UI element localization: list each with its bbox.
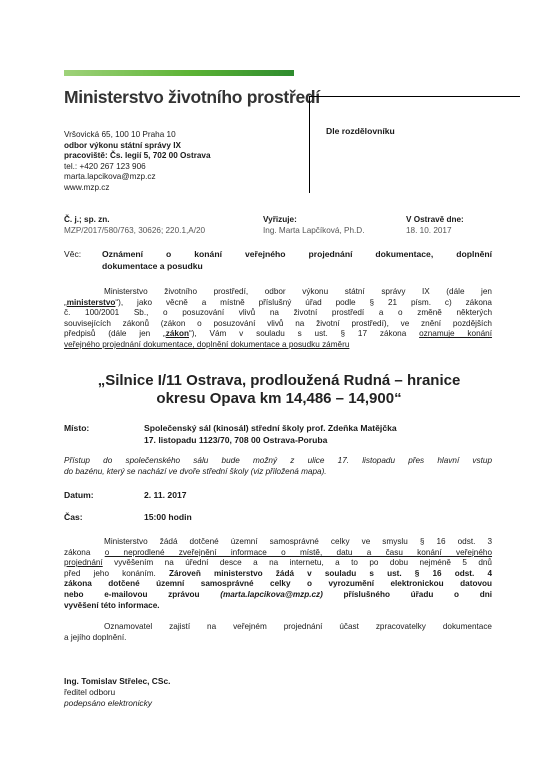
date-value-meeting: 2. 11. 2017 bbox=[144, 490, 187, 500]
place-line-2: 17. listopadu 1123/70, 708 00 Ostrava-Poruba bbox=[144, 434, 328, 445]
access-note-line: Přístup do společenského sálu bude možný z ulice 17. listopadu přes hlavní vstup bbox=[64, 456, 492, 465]
signatory-name: Ing. Tomislav Střelec, CSc. bbox=[64, 676, 171, 686]
ref-value: MZP/2017/580/763, 30626; 220.1,A/20 bbox=[64, 226, 206, 235]
ministry-logo: Ministerstvo životního prostředí bbox=[64, 87, 320, 107]
recipient: Dle rozdělovníku bbox=[326, 126, 395, 136]
signature-note: podepsáno elektronicky bbox=[64, 698, 152, 708]
sender-web: www.mzp.cz bbox=[64, 182, 110, 192]
access-note-line: do bazénu, který se nachází ve dvoře střední školy (viz přiložená mapa). bbox=[64, 466, 327, 476]
intro-line: předpisů (dále jen „zákon“), Vám v souladu s ust. § 17 zákona oznamuje konání bbox=[64, 329, 493, 339]
date-label: Datum: bbox=[64, 490, 94, 500]
notifier-line: a jejího doplnění. bbox=[64, 632, 127, 642]
project-title bbox=[64, 372, 494, 408]
time-value: 15:00 hodin bbox=[144, 512, 192, 522]
request-line: Ministerstvo žádá dotčené územní samosprávné celky ve smyslu § 16 odst. 3 bbox=[104, 537, 492, 546]
time-label: Čas: bbox=[64, 512, 83, 522]
sender-phone: tel.: +420 267 123 906 bbox=[64, 161, 146, 171]
sender-email: marta.lapcikova@mzp.cz bbox=[64, 172, 156, 181]
sender-address bbox=[64, 130, 211, 193]
intro-line: Ministerstvo životního prostředí, odbor výkonu státní správy IX (dále jen bbox=[104, 287, 492, 296]
place-value bbox=[144, 423, 397, 446]
intro-line: souvisejících zákonů (zákon o posuzování vlivů na životní prostředí), ve znění pozdějších bbox=[64, 318, 492, 328]
handler-value: Ing. Marta Lapčíková, Ph.D. bbox=[263, 226, 365, 235]
logo-bar bbox=[64, 70, 294, 76]
intro-line: č. 100/2001 Sb., o posuzování vlivů na životní prostředí a o změně některých bbox=[64, 308, 492, 318]
date-value: 18. 10. 2017 bbox=[406, 226, 452, 235]
signatory-role: ředitel odboru bbox=[64, 687, 116, 697]
access-note bbox=[64, 456, 492, 477]
subject-label: Věc: bbox=[64, 249, 82, 259]
request-line: zákona o neprodlené zveřejnění informace o místě, datu a času konání veřejného bbox=[64, 547, 493, 557]
intro-line: veřejného projednání dokumentace, doplnění dokumentace a posudku záměru bbox=[64, 339, 350, 349]
intro-paragraph bbox=[64, 287, 492, 351]
request-line: nebo e-mailovou zprávou (marta.lapcikova@mzp.cz) příslušného úřadu o dni bbox=[64, 589, 492, 599]
sender-workplace: pracoviště: Čs. legií 5, 702 00 Ostrava bbox=[64, 151, 211, 160]
recipient-box bbox=[309, 96, 520, 193]
sender-street: Vršovická 65, 100 10 Praha 10 bbox=[64, 130, 176, 139]
place-label: V Ostravě dne: bbox=[406, 215, 464, 224]
sender-department: odbor výkonu státní správy IX bbox=[64, 140, 181, 150]
request-paragraph bbox=[64, 537, 492, 611]
notifier-paragraph bbox=[64, 622, 492, 643]
subject-line-2: dokumentace a posudku bbox=[102, 260, 203, 271]
project-title-line-2: okresu Opava km 14,486 – 14,900“ bbox=[156, 390, 402, 407]
intro-line: „ministerstvo“), jako věcně a místně příslušný úřad podle § 21 písm. c) zákona bbox=[64, 297, 492, 307]
ref-label: Č. j.; sp. zn. bbox=[64, 215, 110, 224]
request-line: projednání vyvěšením na úřední desce a na internetu, a to po dobu nejméně 5 dnů bbox=[64, 558, 492, 568]
request-line: před jeho konáním. Zároveň ministerstvo žádá v souladu s ust. § 16 odst. 4 bbox=[64, 568, 492, 578]
subject-line-1: Oznámení o konání veřejného projednání dokumentace, doplnění bbox=[102, 249, 492, 259]
reference-number bbox=[64, 214, 205, 236]
place-line-1: Společenský sál (kinosál) střední školy prof. Zdeňka Matějčka bbox=[144, 423, 397, 433]
notifier-line: Oznamovatel zajistí na veřejném projednání účast zpracovatelky dokumentace bbox=[104, 622, 492, 631]
project-title-line-1: „Silnice I/11 Ostrava, prodloužená Rudná – hranice bbox=[97, 372, 461, 389]
request-line: vyvěšení této informace. bbox=[64, 600, 160, 610]
place-label: Místo: bbox=[64, 423, 90, 433]
letter-date bbox=[406, 214, 464, 236]
request-line: zákona dotčené územní samosprávné celky o vyrozumění elektronickou datovou bbox=[64, 579, 492, 589]
handler bbox=[263, 214, 364, 236]
handler-label: Vyřizuje: bbox=[263, 215, 297, 224]
signature-block bbox=[64, 676, 170, 709]
